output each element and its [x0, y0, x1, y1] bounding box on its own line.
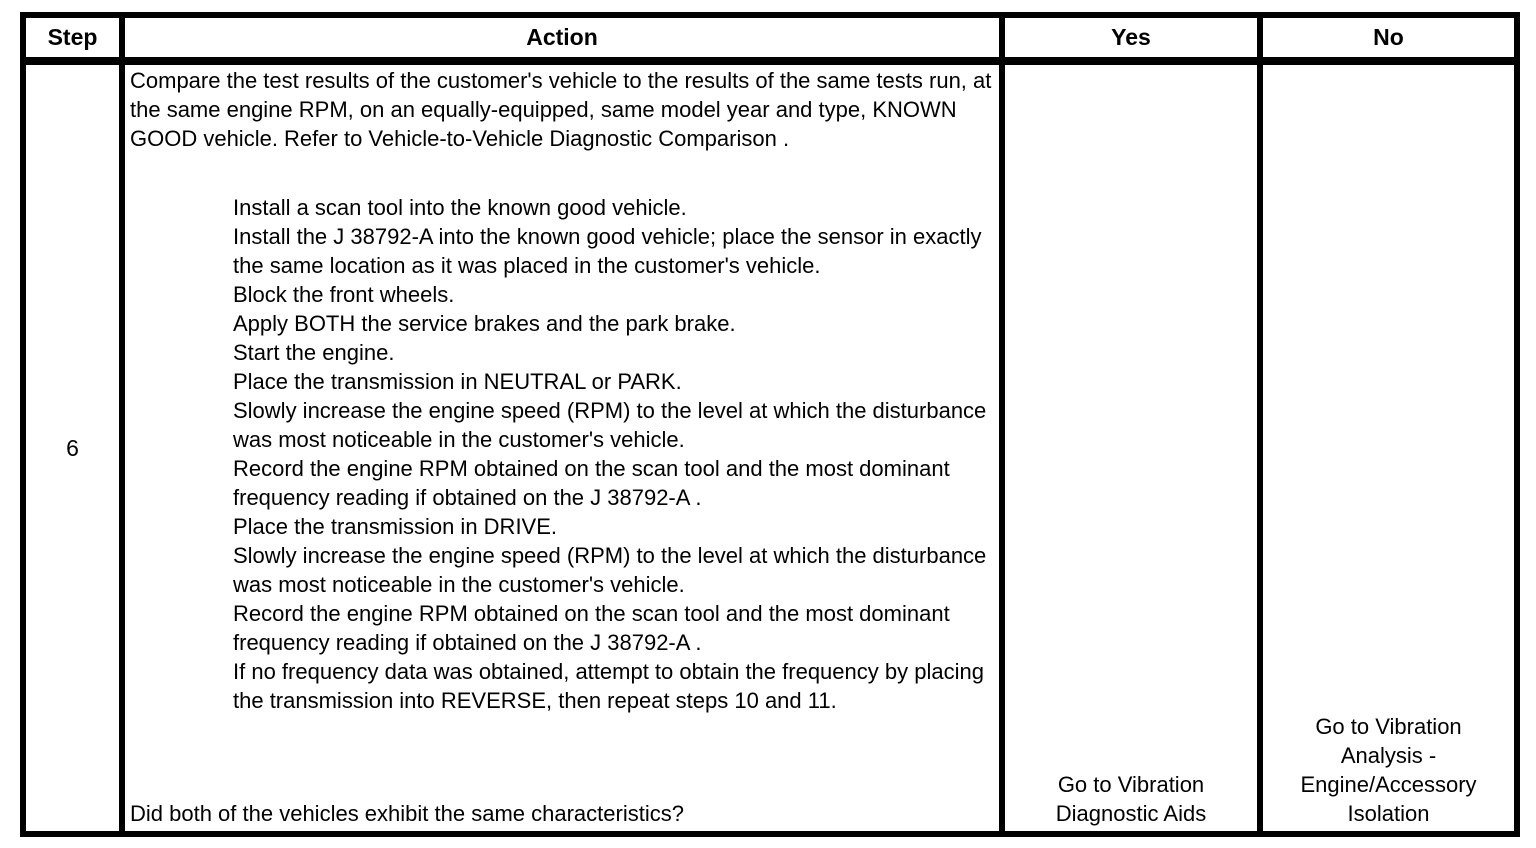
yes-cell [1002, 61, 1260, 834]
action-substep-item: Install the J 38792-A into the known good vehicle; place the sensor in exactly the same location as it was placed in the customer's vehicle. [233, 224, 982, 278]
table-row [23, 61, 1517, 834]
action-substep-item: Record the engine RPM obtained on the scan tool and the most dominant frequency reading if obtained on the J 38792-A . [233, 601, 950, 655]
diagnostic-step-table [20, 12, 1520, 837]
action-substep-item: Slowly increase the engine speed (RPM) to the level at which the disturbance was most noticeable in the customer's vehicle. [233, 398, 987, 452]
action-substep-item: Place the transmission in NEUTRAL or PARK. [233, 369, 682, 394]
action-substep-item: Install a scan tool into the known good vehicle. [233, 195, 687, 220]
action-substep-item: Start the engine. [233, 340, 395, 365]
action-substep-item: If no frequency data was obtained, attempt to obtain the frequency by placing the transmission into REVERSE, then repeat steps 10 and 11. [233, 659, 984, 713]
column-header-no: No [1260, 15, 1517, 61]
column-header-action: Action [122, 15, 1002, 61]
action-substeps-list [233, 193, 995, 715]
action-intro-text: Compare the test results of the customer's vehicle to the results of the same tests run, at the same engine RPM, on an equally-equipped, same model year and type, KNOWN GOOD vehicle. Refer to Vehicle-to-Vehicle Diagnostic Comparison . [130, 68, 992, 151]
step-number-cell: 6 [23, 61, 122, 834]
action-question-text: Did both of the vehicles exhibit the same characteristics? [130, 801, 684, 826]
no-cell [1260, 61, 1517, 834]
action-cell [122, 61, 1002, 834]
no-goto-text: Go to Vibration Analysis - Engine/Accessory Isolation [1300, 714, 1477, 826]
action-substep-item: Slowly increase the engine speed (RPM) to the level at which the disturbance was most noticeable in the customer's vehicle. [233, 543, 987, 597]
yes-goto-text: Go to Vibration Diagnostic Aids [1055, 772, 1207, 826]
action-content [130, 66, 995, 828]
action-substep-item: Record the engine RPM obtained on the scan tool and the most dominant frequency reading if obtained on the J 38792-A . [233, 456, 950, 510]
column-header-yes: Yes [1002, 15, 1260, 61]
action-substep-item: Block the front wheels. [233, 282, 455, 307]
spacer [130, 715, 995, 799]
action-substep-item: Place the transmission in DRIVE. [233, 514, 558, 539]
column-header-step: Step [23, 15, 122, 61]
action-substep-item: Apply BOTH the service brakes and the park brake. [233, 311, 736, 336]
table-header-row [23, 15, 1517, 61]
